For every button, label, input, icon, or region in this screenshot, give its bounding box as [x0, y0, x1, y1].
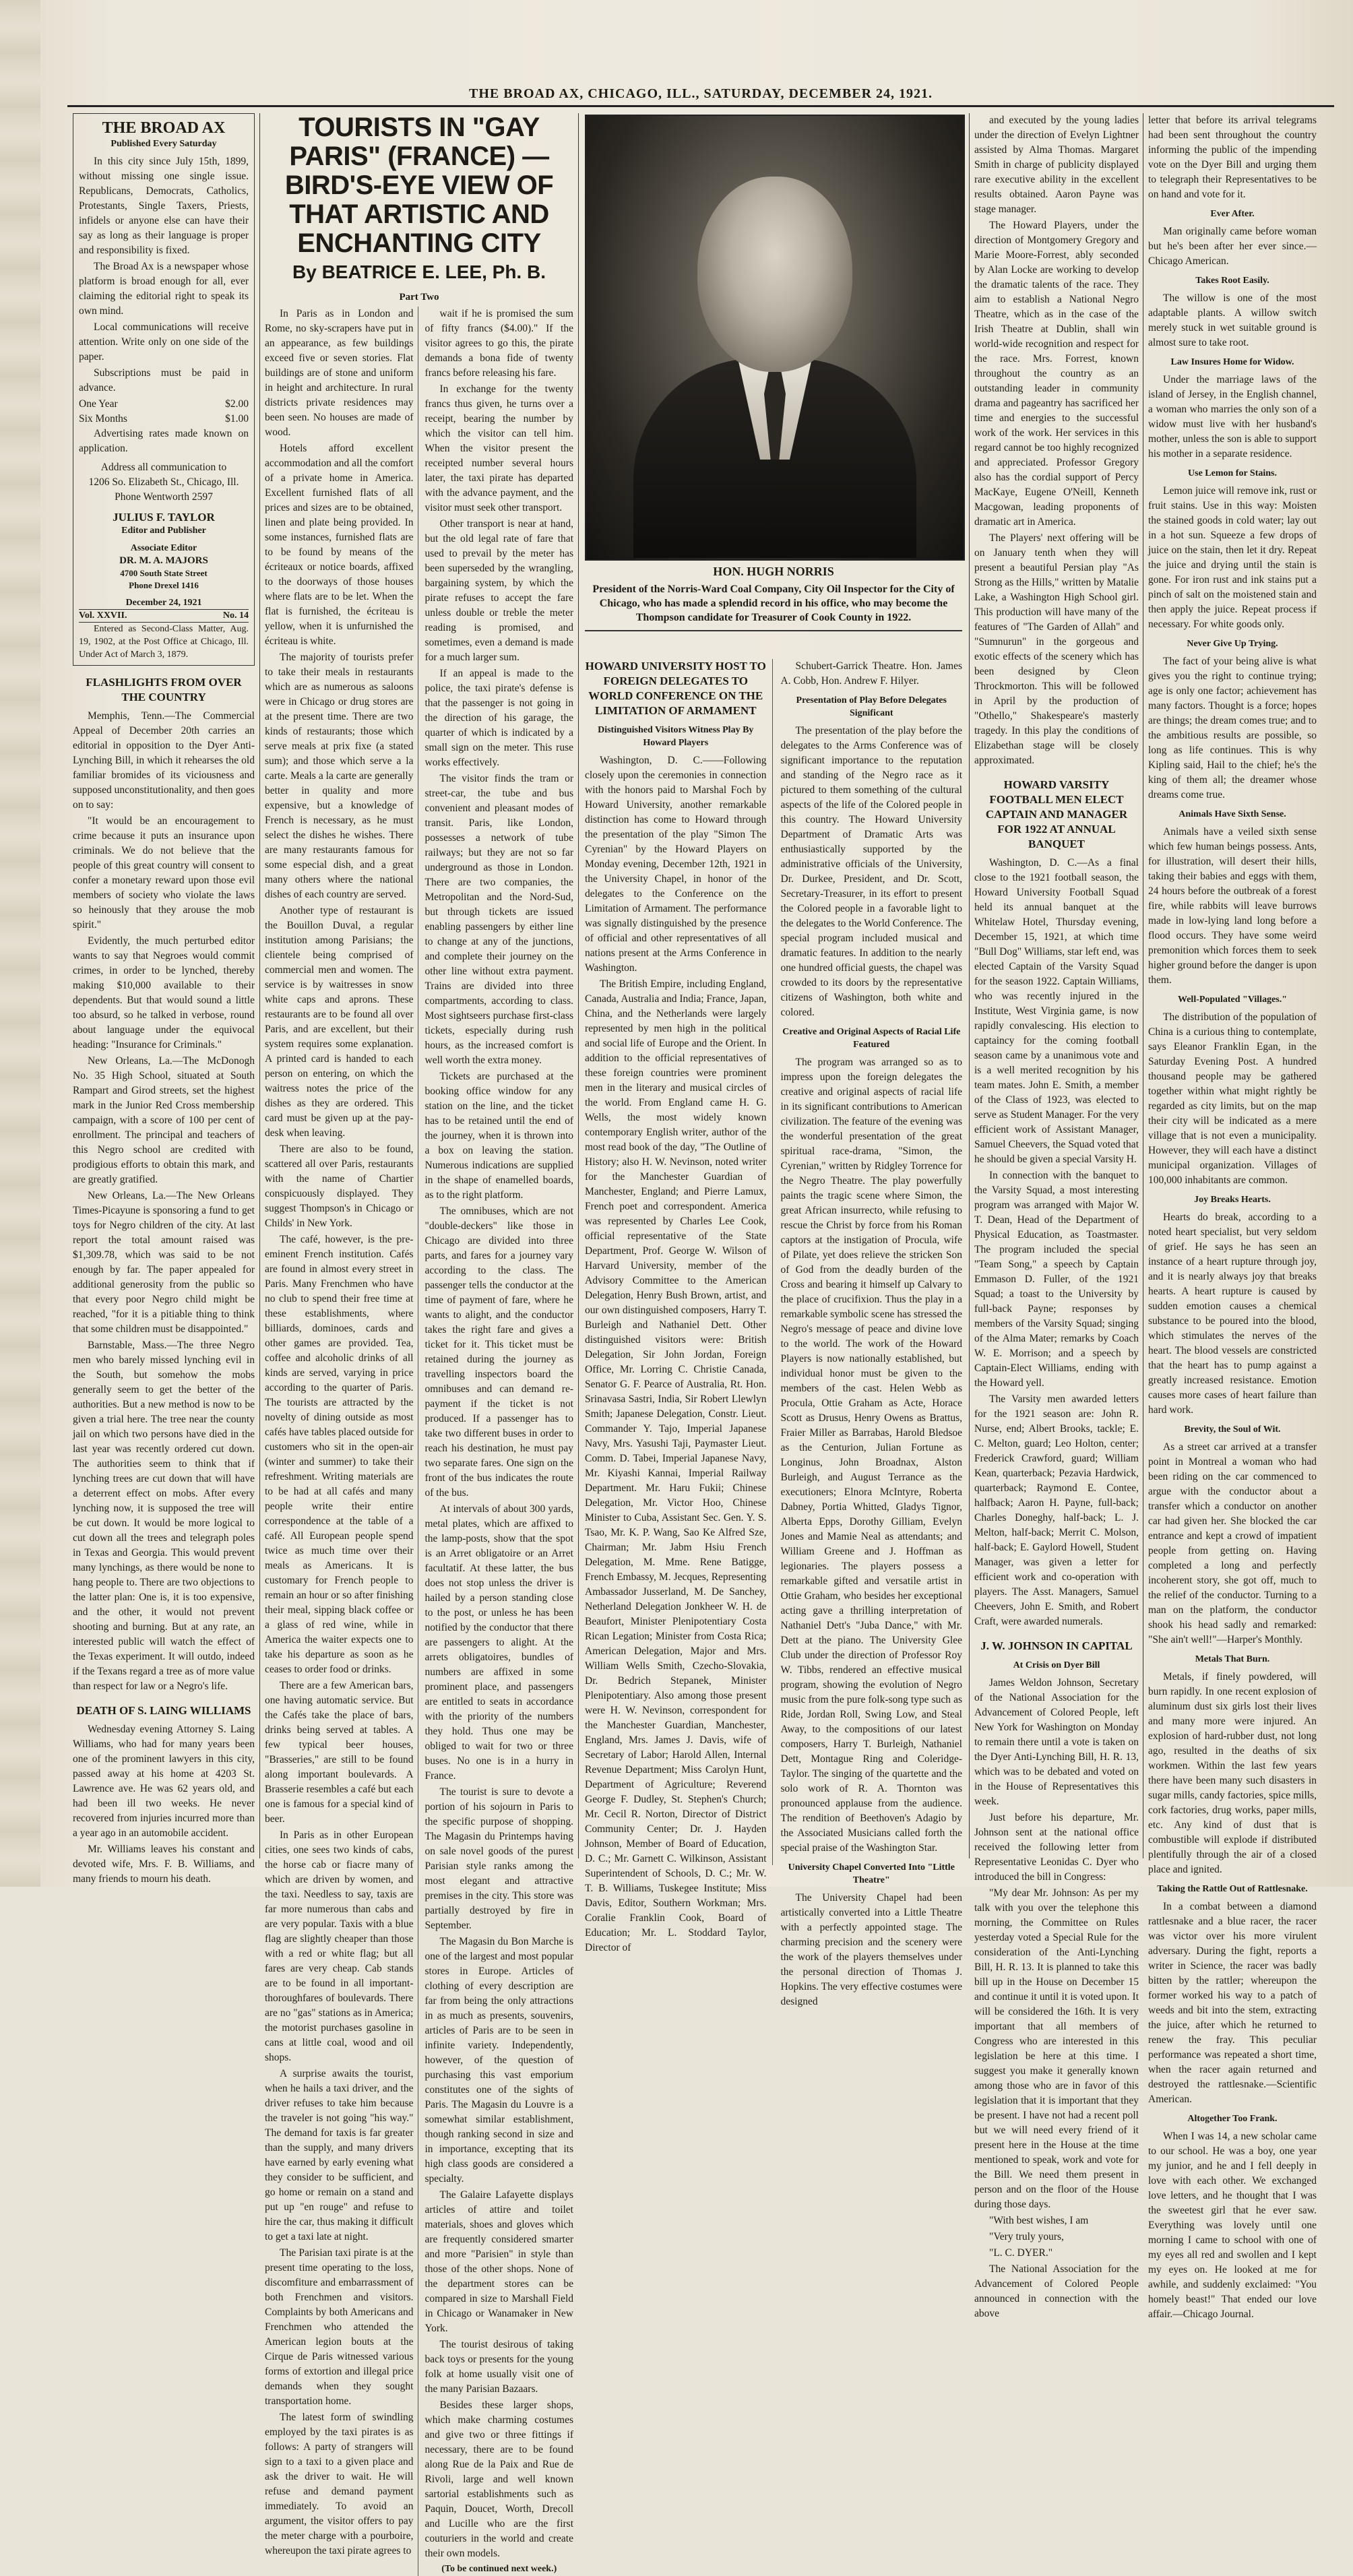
paragraph: and executed by the young ladies under the direction of Evelyn Lightner assisted by Alma Thomas. Margaret Smith in charge of publicity displayed rare executive ability in the excellent results obtained. Aaron Payne was stage manager. [974, 115, 1139, 215]
chapel-text [781, 1891, 963, 2009]
paragraph: The British Empire, including England, Canada, Australia and India; France, Japan, China, and the Netherlands were largely represented by men high in the political and social life of Europe and the Orient. In addition to the official representatives of these foreign countries were prominent men in the literary and musical circles of the world. From England came H. G. Wells, the most widely known contemporary English writer, author of the most read book of the day, "The Outline of History; also H. W. Nevinson, noted writer for the Manchester Guardian of Manchester, England; and Pierre Lamux, French poet and correspondent. America was represented by Charles Lee Cook, official representative of the State Department, Prof. George W. Wilson of Harvard University, member of the Advisory Committee to the American Delegation, Henry Bush Brown, artist, and our own distinguished composers, Harry T. Burleigh and Nathaniel Dett. Other distinguished visitors were: British Delegation, Sir John Jordan, Foreign Office, Mr. Lorring C. Christie Canada, Senator G. F. Pearce of Australia, Rt. Hon. Srinavasa Sastri, India, Sir Robert Llewlyn Smith; Japanese Delegation, Constr. Lieut. Commander Y. Tajo, Imperial Japanese Navy, Mrs. Yasushi Taji, Paymaster Lieut. Comm. D. Tabei, Imperial Japanese Navy, Mr. Kiyashi Kannai, Imperial Railway Department. Mr. Haru Fukii; Chinese Delegation, Mr. Victor Hoo, Chinese Minister to Cuba, Assistant Sec. Gen. Y. S. Tsao, Mr. K. P. Wang, Sao Ke Alfred Sze, Chairman; Mr. Jabm Hsiu French Delegation, M. Mme. Rene Batigge, French Embassy, M. Jecques, Representing Ambassador Jusserland, M. De Sanchey, Netherland Delegation Jonkheer W. H. de Beaufort, Minister Plenipotentiary Costa Rican Legation; Minister from Costa Rica; American Delegation, Major and Mrs. William Wells Smith, Czecho-Slovakia, Dr. Bedrich Stepanek, Minister Plenipotentiary. Also among those present were H. W. Nevinson, correspondent for the Manchester Guardian, Manchester, England, Mrs. James J. Davis, wife of Secretary of Labor; Harold Allen, Internal Revenue Department; Miss Carolyn Hunt, Department of Agriculture; Reverend George F. Dudley, St. Stephen's Church; Mr. Cecil R. Norton, Director of District Community Center; Dr. J. Hayden Johnson, Member of Board of Education, D. C.; Mr. Garnett C. Wilkinson, Assistant Superintendent of Schools, D. C.; Mr. W. T. B. Williams, Tuskegee Institute; Miss Davis, Editor, Southern Workman; Mrs. Coralie Franklin Cook, Board of Education; Mr. L. Stoddard Taylor, Director of [585, 978, 767, 1953]
howard-subhead: Distinguished Visitors Witness Play By Howard Players [598, 725, 754, 748]
paragraph: Besides these larger shops, which make charming costumes and give two or three fittings if necessary, there are to be found along Rue de la Paix and Rue de Rivoli, large and well known sartorial establishments such as Paquin, Doucet, Worth, Drecoll and Lucille who are the first couturiers in the world and create their own models. [424, 2399, 573, 2559]
paris-headline: TOURISTS IN "GAY PARIS" (FRANCE) —BIRD'S-EYE VIEW OF THAT ARTISTIC AND ENCHANTING CITY [284, 113, 554, 258]
paris-column-left [265, 307, 418, 2576]
advertising-note: Advertising rates made known on application. [79, 428, 249, 454]
paragraph: The majority of tourists prefer to take their meals in restaurants which are as numerous as saloons were in Chicago or drug stores are at the present time. There are two kinds of restaurants; those which serve meals at prix fixe (a stated sum); and those which serve a la carte. Meals a la carte are generally better in quality and more expensive, but a knowledge of French is necessary, as he must select the dishes he wishes. There are many restaurants famous for some especial dish, and a great many others where the national dishes of each country are served. [265, 652, 414, 900]
photo-caption-text: President of the Norris-Ward Coal Company, City Oil Inspector for the City of Chicago, who has made a splendid record in his office, who may become the Thompson candidate for Treasurer of Cook County in 1922. [592, 584, 955, 623]
rate-price: $2.00 [225, 398, 249, 410]
volume-line [79, 609, 249, 623]
creative-text [781, 1055, 963, 1856]
item-text: The distribution of the population of China is a curious thing to contemplate, says Eleanor Franklin Egan, in the Saturday Evening Post. A hundred thousand people may be gathered together within what might rightly be regarded as city limits, but on the map their city will be indicated as a mere village that is not even a municipality. However, they will each have a distinct municipal organization. Villages of 100,000 inhabitants are common. [1148, 1011, 1317, 1186]
column-5 [1148, 113, 1317, 2320]
page-edge-shadow [0, 0, 40, 1887]
paragraph: There are a few American bars, one having automatic service. But the Cafés take the place of bars, drinks being served at tables. A few typical beer houses, "Brasseries," are still to be found along important boulevards. A Brasserie resembles a café but each one is famous for a special kind of beer. [265, 1680, 414, 1825]
paragraph: Local communications will receive attention. Write only on one side of the paper. [79, 321, 249, 363]
paris-byline: By BEATRICE E. LEE, Ph. B. [292, 261, 546, 282]
paper-name: THE BROAD AX [102, 119, 226, 137]
item-heading: Taking the Rattle Out of Rattlesnake. [1157, 1884, 1308, 1894]
associate-name: DR. M. A. MAJORS [119, 555, 208, 566]
continued-note: (To be continued next week.) [441, 2564, 557, 2574]
paragraph: James Weldon Johnson, Secretary of the National Association for the Advancement of Colored People, left New York for Washington on Monday to remain there until a vote is taken on the Dyer Anti-Lynching Bill, H. R. 13, which was to be debated and voted on in the House of Representatives this week. [974, 1677, 1139, 1807]
paragraph: The Magasin du Bon Marche is one of the largest and most popular stores in Europe. Articles of clothing of every description are far from being the only attractions in as much as presents, souvenirs, articles of Paris are to be seen in infinite variety. Independently, however, of the question of purchasing this vast emporium constitutes one of the sights of Paris. The Magasin du Louvre is a somewhat similar establishment, though ranking second in size and in importance, excepting that its high class goods are considered a specialty. [424, 1936, 573, 2185]
paragraph: In Paris as in other European cities, one sees two kinds of cabs, the horse cab or fiacre many of which are driven by women, and the taxi. Needless to say, taxis are far more numerous than cabs and are very popular. Taxis with a blue flag are slightly cheaper than those with a red or white flag; but all fares are very cheap. Cab stands are to be found in all important-thoroughfares of boulevards. There are no "gas" stations as in America; the motorist purchases gasoline in cans at little coal, wood and oil shops. [265, 1829, 414, 2063]
paris-body [265, 307, 573, 2576]
dyer-letter-continued: letter that before its arrival telegrams had been sent throughout the country informing the public of the impending vote on the Dyer Bill and urging them to telegraph their Representatives to be on hand and vote for it. [1148, 115, 1317, 200]
rate-row [79, 412, 249, 427]
item-text: Under the marriage laws of the island of Jersey, in the English channel, a woman who marries the only son of a widow must live with her husband's mother, unless the son is able to support his mother in a separate residence. [1148, 374, 1317, 460]
column-rule [969, 113, 970, 1858]
item-heading: Animals Have Sixth Sense. [1178, 809, 1286, 819]
paragraph: In Paris as in London and Rome, no sky-scrapers have put in an appearance, as few buildings exceed five or seven stories. Flat buildings are of stone and uniform in height and architecture. In rural districts private residences may been seen. No houses are made of wood. [265, 308, 414, 438]
item-text: Metals, if finely powdered, will burn rapidly. In one recent explosion of aluminum dust six girls lost their lives and many more were injured. An explosion of hard-rubber dust, not long ago, resulted in the deaths of six workmen. Within the last few years there have been many such disasters in sugar mills, candy factories, spice mills, cork factories, drug works, paper mills, etc. Any kind of dust that is combustible will explode if distributed plentifully through the air of a closed place and ignited. [1148, 1671, 1317, 1875]
howard-text [585, 753, 767, 1955]
paragraph: The Howard Players, under the direction of Montgomery Gregory and Marie Moore-Forrest, ably seconded by Alan Locke are working to develop the dramatic talents of the race. They aim to establish a National Negro Theatre, which as in the case of the Irish Theatre at Dublin, shall win world-wide recognition and respect for the race. Mrs. Forrest, known throughout the country as an outstanding leader in community drama and pageantry has sacrificed her time and energies to the successful work of the work. Her services in this regard cannot be too highly recognized and appreciated. Professor Gregory also has the cordial support of Percy MacKaye, Eugene O'Neill, Kenneth Macgowan, leading proponents of dramatic art in America. [974, 220, 1139, 528]
football-headline: HOWARD VARSITY FOOTBALL MEN ELECT CAPTAIN AND MANAGER FOR 1922 AT ANNUAL BANQUET [985, 778, 1128, 850]
item-heading: Takes Root Easily. [1195, 276, 1269, 286]
howard-column-left [585, 659, 773, 1953]
item-text: Hearts do break, according to a noted heart specialist, but very seldom of grief. He says he has seen an instance of a heart rupture through joy, and it is nearly always joy that breaks hearts. A heart rupture is caused by sudden emotion causes a chemical substance to be poured into the blood, which stimulates the nerves of the heart. The blood vessels are constricted that the heart has to pump against a greatly increased resistance. Emotion causes more cases of heart failure than hard work. [1148, 1212, 1317, 1416]
masthead-rule [67, 105, 1334, 107]
death-notice-text [73, 1722, 255, 1887]
johnson-headline: J. W. JOHNSON IN CAPITAL [980, 1639, 1133, 1652]
paragraph: "Very truly yours, [989, 2231, 1064, 2242]
rate-price: $1.00 [225, 413, 249, 425]
item-text: In a combat between a diamond rattlesnake and a blue racer, the racer was victor over his more virulent adversary. During the fight, reports a writer in Science, the racer was badly bitten by the rattler; whereupon the former worked his way to a patch of weeds and bit into the stem, extracting the juice, after which he returned to renew the fray. This peculiar performance was repeated a short time, when the racer again returned and destroyed the rattlesnake.—Scientific American. [1148, 1901, 1317, 2105]
paragraph: The National Association for the Advancement of Colored People announced in connection with the above [974, 2263, 1139, 2319]
column-rule [259, 113, 260, 1858]
paragraph: wait if he is promised the sum of fifty francs ($4.00)." If the visitor agrees to go this, the pirate demands a bona fide of twenty francs before releasing his fare. [424, 308, 573, 379]
item-heading: Well-Populated "Villages." [1177, 995, 1288, 1005]
paragraph: Another type of restaurant is the Bouillon Duval, a regular institution among Parisians; the clientele being comprised of commercial men and women. The service is by waitresses in snow white caps and aprons. These restaurants are to be found all over Paris, and are excellent, but their system requires some explanation. A printed card is handed to each person on entering, on which the waitress notes the price of the dishes as they are ordered. This card must be given up at the pay-desk when leaving. [265, 905, 414, 1139]
paris-article [265, 113, 573, 2574]
caption-rule [585, 630, 962, 631]
rate-label: One Year [79, 398, 118, 410]
paragraph: New Orleans, La.—The New Orleans Times-Picayune is sponsoring a fund to get toys for Negro children of the city. At last report the total amount raised was $1,309.78, which was said to be not enough by far. The paper appealed for additional generosity from the public so that every poor Negro child might be reached, "for it is a pitiable thing to think that some children must be disappointed." [73, 1190, 255, 1335]
paragraph: The latest form of swindling employed by the taxi pirates is as follows: A party of strangers will sign to a taxi to a given place and ask the driver to wait. He will refuse and demand payment immediately. To avoid an argument, the visitor offers to pay the meter charge with a pourboire, whereupon the taxi pirate agrees to [265, 2412, 414, 2556]
paragraph: Other transport is near at hand, but the old legal rate of fare that used to prevail by the meter has been superseded by the wrangling, bargaining system, by which the pirate refuses to accept the fare unless double or treble the meter reading is promised, and sometimes, even a demand is made for a much larger sum. [424, 518, 573, 663]
associate-address: 4700 South State Street [120, 568, 208, 578]
paragraph: The Broad Ax is a newspaper whose platform is broad enough for all, ever claiming the editorial right to speak its own mind. [79, 261, 249, 317]
paragraph: Just before his departure, Mr. Johnson sent at the national office received the following letter from Representative Leonidas C. Dyer who introduced the bill in Congress: [974, 1812, 1139, 1883]
item-text: Man originally came before woman but he's been after her ever since.—Chicago American. [1148, 226, 1317, 267]
entered-note: Entered as Second-Class Matter, Aug. 19, 1902, at the Post Office at Chicago, Ill. Under Act of March 3, 1879. [79, 624, 249, 660]
paragraph: New Orleans, La.—The McDonogh No. 35 High School, situated at South Rampart and Girod streets, set the highest mark in the Junior Red Cross membership campaign, with a score of 100 per cent of enrollment. The principal and teachers of this Negro school are credited with prodigious efforts to obtain this mark, and are greatly gratified. [73, 1055, 255, 1185]
paragraph: Washington, D. C.—As a final close to the 1921 football season, the Howard University Football Squad held its annual banquet at the Whitelaw Hotel, Thursday evening, December 15, 1921, at which time "Bull Dog" Williams, star left end, was elected Captain of the Varsity Squad for the season 1922. Captain Williams, who was recently injured in the Institute, West Virginia game, is now rapidly convalescing. His election to captaincy for the coming football season came by a unanimous vote and is a well merited recognition by his team mates. John E. Smith, a member of the Class of 1923, was elected to serve as Student Manager. For the very efficient work of Assistant Manager, Samuel Cheevers, the Squad voted that he should be given a special Varsity H. [974, 857, 1139, 1165]
paragraph: The tourist is sure to devote a portion of his sojourn in Paris to the specific purpose of shopping. The Magasin du Printemps having on sale novel goods of the purest Parisian style ranks among the most elegant and attractive premises in the city. This store was partially destroyed by fire in September. [424, 1786, 573, 1931]
item-text: When I was 14, a new scholar came to our school. He was a boy, one year my junior, and he and I fell deeply in love with each other. We exchanged love letters, and he thought that I was the sweetest girl that he ever saw. Everything was lovely until one morning I came to school with one of my eyes all red and swollen and I kept my eyes on. He looked at me for awhile, and suddenly exclaimed: "You homely beast!" That ended our love affair.—Chicago Journal. [1148, 2131, 1317, 2320]
photo-face [697, 177, 852, 372]
address-line: 1206 So. Elizabeth St., Chicago, Ill. [88, 476, 239, 488]
flashlights-headline: FLASHLIGHTS FROM OVER THE COUNTRY [86, 676, 242, 703]
paragraph: "It would be an encouragement to crime because it puts an insurance upon criminals. We do not believe that the people of this great country will consent to confer a monetary reward upon those evil members of society who violate the laws so heinously that they arouse the mob spirit." [73, 815, 255, 931]
paragraph: The visitor finds the tram or street-car, the tube and bus convenient and pleasant modes of transit. Paris, like London, possesses a network of tube railways; but they are not so far underground as those in London. There are two companies, the Metropolitan and the Nord-Sud, but through tickets are issued enabling passengers by either line to change at any of the junctions, and complete their journey on the other line without extra payment. Trains are divided into three compartments, according to class. Most sightseers purchase first-class tickets, especially during rush hours, as the increased comfort is well worth the extra money. [424, 773, 573, 1066]
column-1 [73, 113, 255, 1885]
miscellany-items [1148, 208, 1317, 2322]
photo-label: HON. HUGH NORRIS [713, 565, 834, 578]
rate-label: Six Months [79, 413, 127, 425]
paragraph: The omnibuses, which are not "double-deckers" like those in Chicago are divided into three parts, and fares for a journey vary according to the class. The passenger tells the conductor at the time of payment of fare, where he wants to alight, and the conductor takes the right fare and gives a ticket for it. This ticket must be retained during the journey as travelling inspectors board the omnibuses and can demand re-payment if the ticket is not produced. If a passenger has to take two different buses in order to reach his destination, he must pay two separate fares. One sign on the front of the bus indicates the route of the bus. [424, 1205, 573, 1499]
publish-frequency: Published Every Saturday [111, 139, 217, 149]
paris-part: Part Two [399, 292, 439, 303]
about-text [79, 154, 249, 396]
paragraph: In connection with the banquet to the Varsity Squad, a most interesting program was arranged with Major W. T. Dean, Head of the Department of Physical Education, as Toastmaster. The program included the special "Team Song," a speech by Captain Emmason D. Fuller, of the 1921 Squad; a toast to the University by full-back Payne; responses by members of the Varsity Squad; singing of the Alma Mater; remarks by Coach W. E. Morrison; and a speech by Captain-Elect Williams, ending with the Howard yell. [974, 1170, 1139, 1389]
item-heading: Law Insures Home for Widow. [1170, 357, 1294, 367]
paragraph: The Players' next offering will be on January tenth when they will present a beautiful Persian play "As Strong as the Hills," written by Matalie Lake, a Washington High School girl. This production will have many of the features of "The Garden of Allah" and "Sumnurun" in the gorgeous and exotic effects of the scenery which has been designed by Cleon Throckmorton. This will be followed in April by the production of "Othello," Shakespeare's masterly tragedy. In this play the conditions of Elizabethan stage will be closely approximated. [974, 532, 1139, 766]
address-block [79, 460, 249, 505]
paragraph: The program was arranged so as to impress upon the foreign delegates the creative and original aspects of racial life in its significant contributions to American civilization. The feature of the evening was the wonderful presentation of the great spiritual race-drama, "Simon, the Cyrenian," written by Ridgley Torrence for the Negro Theatre. The play powerfully paints the tragic scene where Simon, the great African insurrecto, while refusing to rescue the Christ by force from his Roman captors at the instigation of Procula, wife of Pilate, yet does relieve the stricken Son of God from the deadly burden of the Cross and bearing it himself up Calvary to the place of crucifixion. Thus the play in a remarkable symbolic scene has stressed the Negro's message of peace and divine love to the world. The work of the Howard Players is now nationally established, but individual honor must be given to the members of the cast. Helen Webb as Procula, Ottie Graham as Acte, Horace Scott as Drusus, Henry Owens as Brattus, Fraier Miller as Barrabas, Harold Bledsoe as the Centurion, Julian Fortune as Longinus, John Broadnax, Alston Burleigh, and August Terrance as the executioners; Elnora McIntyre, Roberta Dabney, Portia Whitted, Gladys Tignor, Alberta Epps, Dorothy Gilliam, Evelyn Jones and Mamie Neal as attendants; and William Greene and J. Hoffman as legionaries. The players possess a remarkable gifted and versatile artist in Ottie Graham, who besides her exceptional acting gave a thrilling interpretation of Nathaniel Dett's "Juba Dance," with Mr. Dett at the piano. The University Glee Club under the direction of Professor Roy W. Tibbs, rendered an effective musical program, showing the evolution of Negro music from the pure folk-song type such as Ride, Jordan Roll, Swing Low, and Steal Away, to the compositions of our latest composers, Harry T. Burleigh, Nathaniel Dett, Montague Ring and Coleridge-Taylor. The singing of the quartette and the solo work of R. A. Thornton was pronounced applause from the audience. The rendition of Beethoven's Adagio by the Associated Musicians called forth the special praise of the Washington Star. [780, 1057, 962, 1854]
howard-headline: HOWARD UNIVERSITY HOST TO FOREIGN DELEGATES TO WORLD CONFERENCE ON THE LIMITATION OF ARMAMENT [585, 660, 766, 717]
item-heading: Metals That Burn. [1195, 1654, 1270, 1664]
players-text [974, 113, 1139, 768]
paragraph: "With best wishes, I am [989, 2215, 1089, 2226]
subscription-rates [79, 397, 249, 427]
paragraph: The University Chapel had been artistically converted into a Little Theatre with a perfectly appointed stage. The charming precision and the scenery were the work of the players themselves under the personal direction of Thomas J. Hopkins. The very effective costumes were designed [780, 1892, 962, 2007]
paragraph: Memphis, Tenn.—The Commercial Appeal of December 20th carries an editorial in opposition to the Dyer Anti-Lynching Bill, in which it rehearses the old familiar bromides of its viciousness and supposed unconstitutionality, and then goes on to say: [73, 710, 255, 811]
item-heading: Altogether Too Frank. [1187, 2114, 1278, 2124]
issue-number: No. 14 [222, 610, 249, 621]
creative-subhead: Creative and Original Aspects of Racial Life Featured [782, 1027, 961, 1050]
presentation-text [781, 724, 963, 1020]
rate-row [79, 397, 249, 412]
paragraph: Mr. Williams leaves his constant and devoted wife, Mrs. F. B. Williams, and many friends to mourn his death. [73, 1844, 255, 1885]
paragraph: Subscriptions must be paid in advance. [79, 367, 249, 394]
paragraph: If an appeal is made to the police, the taxi pirate's defense is that the passenger is not going in the direction of his garage, the quarter of which is indicated by a small sign on the meter. This ruse works effectively. [424, 668, 573, 768]
johnson-subhead: At Crisis on Dyer Bill [1013, 1660, 1100, 1670]
item-heading: Never Give Up Trying. [1187, 639, 1278, 649]
paragraph: The Varsity men awarded letters for the 1921 season are: John R. Nurse, end; Albert Brooks, tackle; E. C. Melton, guard; Leo Holton, center; Frederick Crawford, guard; William Kean, quarterback; Pezavia Hardwick, quarterback; Raymond E. Contee, halfback; Aaron H. Payne, full-back; Charles Doneghy, half-back; L. J. Melton, half-back; Merrit C. Molson, half-back; E. Gaylord Howell, Student Manager, was given a letter for efficient work and co-operation with players. The Asst. Managers, Samuel Cheevers, John E. Smith, and Robert Craft, were awarded numerals. [974, 1393, 1139, 1627]
masthead-box [73, 113, 255, 666]
paragraph: There are also to be found, scattered all over Paris, restaurants with the name of Chartier conspicuously displayed. They suggest Thompson's in Chicago or Childs' in New York. [265, 1143, 414, 1229]
item-heading: Brevity, the Soul of Wit. [1184, 1424, 1281, 1435]
volume-number: Vol. XXVII. [79, 610, 127, 621]
paragraph: Hotels afford excellent accommodation and all the comfort of a private home in America. Excellent furnished flats of all prices and sizes are to be obtained, linen and plate being provided. In some instances, furnished flats are to be found by means of the écriteaux or notice boards, affixed to the doorways of those houses where flats are to be let. When the flat is furnished, the écriteau is yellow, when it is unfurnished the écriteau is white. [265, 443, 414, 647]
paragraph: Schubert-Garrick Theatre. Hon. James A. Cobb, Hon. Andrew F. Hilyer. [780, 660, 962, 687]
chapel-subhead: University Chapel Converted Into "Little Theatre" [788, 1862, 955, 1885]
paragraph: In exchange for the twenty francs thus given, he turns over a receipt, bearing the number by which the visitor can tell him. When the visitor present the receipted number several hours later, the taxi pirate has departed with the advance payment, and the visitor must seek other transport. [424, 383, 573, 513]
paragraph: In this city since July 15th, 1899, without missing one single issue. Republicans, Democrats, Catholics, Protestants, Single Taxers, Priests, infidels or anyone else can have their say as long as their language is proper and responsibility is fixed. [79, 156, 249, 256]
howard-right-text [781, 659, 963, 689]
death-headline: DEATH OF S. LAING WILLIAMS [76, 1704, 251, 1717]
paragraph: The tourist desirous of taking back toys or presents for the young folk at home usually visit one of the many Parisian Bazaars. [424, 2339, 573, 2395]
paragraph: Evidently, the much perturbed editor wants to say that Negroes would commit crimes, in order to be lynched, thereby making $10,000 available to their dependents. But that would sound a little too absurd, so he talked in verbose, round about language under the equivocal heading: "Insurance for Criminals." [73, 935, 255, 1050]
item-text: The willow is one of the most adaptable plants. A willow switch merely stuck in wet suitable ground is almost sure to take root. [1148, 292, 1317, 348]
howard-article [585, 659, 962, 2007]
item-heading: Use Lemon for Stains. [1188, 468, 1277, 478]
item-text: The fact of your being alive is what gives you the right to continue trying; age is only one factor; achievement has many factors. Thought is a force; hopes are things; the dream comes true; and to the ambitious results are possible, so long as life continues. This is why Kipling said, Hail to the chief; he's the king of them all; the dreamer whose dreams come true. [1148, 656, 1317, 800]
paragraph: Barnstable, Mass.—The three Negro men who barely missed lynching evil in the South, but somehow the mobs generally seem to get the better of the authorities. But a new method is now to be given a trial here. The tree near the county jail on which two persons have died in the last year was recently ordered cut down. The authorities seem to think that if lynching trees are cut down that will have a deterrent effect on mobs. After every lynching now, it is supposed the tree will be cut down. It would be more logical to cut down all the trees and telegraph poles in Texas and Georgia. This would prevent many lynchings, as there would be none to hang people to. There are two objections to the latter plan: One is, it is too expensive, and the other, it would not prevent shooting and burning. But at any rate, an interested public will watch the effect of the Texas experiment. It will outdo, indeed if the Texans regard a tree as of more value than respect for law or a Negro's life. [73, 1340, 255, 1692]
editor-role: Editor and Publisher [121, 526, 206, 536]
paragraph: The Galaire Lafayette displays articles of attire and toilet materials, shoes and gloves which are frequently considered smarter and more "Parisien" in style than those of the other shops. None of the department stores can be compared in size to Marshall Field in Chicago or Wanamaker in New York. [424, 2189, 573, 2334]
address-line: Address all communication to [100, 462, 227, 473]
item-heading: Ever After. [1210, 209, 1255, 219]
item-heading: Joy Breaks Hearts. [1194, 1195, 1271, 1205]
masthead: THE BROAD AX, CHICAGO, ILL., SATURDAY, DECEMBER 24, 1921. [468, 86, 933, 101]
associate-label: Associate Editor [130, 543, 197, 553]
paragraph: A surprise awaits the tourist, when he hails a taxi driver, and the driver refuses to take him because the traveler is not going "his way." The demand for taxis is far greater than the supply, and many drivers have earned by early evening what they consider to be sufficient, and go home or remain on a stand and put up "en rouge" and refuse to hire the car, thus making it difficult to get a taxi late at night. [265, 2068, 414, 2242]
football-text [974, 856, 1139, 1629]
column-rule [578, 113, 579, 1858]
presentation-subhead: Presentation of Play Before Delegates Significant [796, 695, 947, 718]
flashlights-text [73, 709, 255, 1694]
paragraph: The presentation of the play before the delegates to the Arms Conference was of significant importance to the reputation and standing of the Negro race as it pictured to them something of the cultural aspects of the life of the Colored people in this country. The Howard University Department of Dramatic Arts was enthusiastically supported by the administrative officials of the University, Dr. Durkee, President, and Dr. Scott, Secretary-Treasurer, in its effort to present the Colored people in a favorable light to the delegates to the World Conference. The special program included musical and dramatic features. In addition to the nearly one hundred official guests, the chapel was crowded to its doors by the representative citizens of Washington, both white and colored. [780, 725, 962, 1018]
paragraph: Wednesday evening Attorney S. Laing Williams, who had for many years been one of the prominent lawyers in this city, passed away at his home at 4203 St. Lawrence ave. He was 62 years old, and had been ill two weeks. He never recovered from injuries incurred more than a year ago in an automobile accident. [73, 1724, 255, 1839]
paragraph: "L. C. DYER." [989, 2247, 1053, 2259]
paris-column-right [425, 307, 574, 2576]
associate-phone: Phone Drexel 1416 [129, 580, 199, 590]
paragraph: "My dear Mr. Johnson: As per my talk with you over the telephone this morning, the Committee on Rules yesterday voted a Special Rule for the consideration of the Anti-Lynching Bill, H. R. 13. It is planned to take this bill up in the House on December 15 and continue it until it is voted upon. It will be considered the 16th. It is very important that all members of Congress who are interested in this legislation be here at this time. I suggest you make it generally known among those who are in favor of this legislation that it is important that they be present. I have not had a recent poll but we will need every friend of it present here in the House at the time mentioned to speak, work and vote for the Bill. We need them present in person and on the floor of the House during those days. [974, 1887, 1139, 2210]
portrait-photo [585, 115, 965, 561]
photo-caption [585, 563, 962, 631]
item-text: As a street car arrived at a transfer point in Montreal a woman who had been riding on the car commenced to argue with the conductor about a transfer which a conductor on another car had given her. She blocked the car entrance and kept a crowd of impatient people from getting on. Having completed a long and perfectly incoherent story, she got off, much to the relief of the conductor. Turning to a man on the platform, the conductor shook his head sadly and remarked: "She ain't well!"—Harper's Monthly. [1148, 1441, 1317, 1645]
address-line: Phone Wentworth 2597 [115, 491, 213, 503]
paragraph: The Parisian taxi pirate is at the present time operating to the loss, discomfiture and embarrassment of both Frenchmen and visitors. Complaints by both Americans and Frenchmen who attended the American legion bouts at the Cirque de Paris witnessed various forms of extortion and illegal price demands when they sought transportation home. [265, 2247, 414, 2407]
column-4 [974, 113, 1139, 2319]
paragraph: Tickets are purchased at the booking office window for any station on the line, and the ticket has to be retained until the end of the journey, when it is thrown into a box on leaving the station. Numerous indications are supplied in the shape of enamelled boards, as to the right platform. [424, 1071, 573, 1201]
issue-date: December 24, 1921 [125, 598, 202, 608]
paragraph: At intervals of about 300 yards, metal plates, which are affixed to the lamp-posts, show that the spot is an Arret obligatoire or an Arret facultatif. At these latter, the bus does not stop unless the driver is hailed by a person standing close to the post, or unless he has been notified by the conductor that there are passengers to alight. At the arrets obligatoires, bundles of numbers are affixed in some prominent place, and passengers are entitled to seats in accordance with the priority of the numbers they hold. Thus one may be obliged to wait for two or three buses. No one is in a hurry in France. [424, 1503, 573, 1782]
editor-name: JULIUS F. TAYLOR [113, 511, 215, 524]
item-text: Animals have a veiled sixth sense which few human beings possess. Ants, for illustration, will desert their hills, taking their babies and eggs with them, 24 hours before the outbreak of a forest fire, while rabbits will leave burrows made in low-lying land long before a flood occurs. They have some weird premonition which forces them to seek higher ground before the danger is upon them. [1148, 826, 1317, 986]
johnson-text [974, 1676, 1139, 2321]
paragraph: The café, however, is the pre-eminent French institution. Cafés are found in almost every street in Paris. Many Frenchmen who have no club to spend their free time at these establishments, where billiards, dominoes, cards and other games are provided. Tea, coffee and alcoholic drinks of all kinds are served, varying in price according to the quarter of Paris. The tourists are attracted by the novelty of dining outside as most cafés have tables placed outside for customers who sit in the open-air (winter and summer) to take their refreshment. Writing materials are to be had at all cafés and many people write their entire correspondence at the table of a café. All European people spend twice as much time over their meals as Americans. It is customary for French people to remain an hour or so after finishing their meal, sipping black coffee or a glass of red wine, while in America the waiter expects one to take his departure as soon as he ceases to order food or drinks. [265, 1234, 414, 1675]
howard-column-right [780, 659, 963, 2007]
item-text: Lemon juice will remove ink, rust or fruit stains. Use in this way: Moisten the stained goods in cold water; lay out in a hot sun. Squeeze a few drops of juice on the stain, then let it dry. Repeat the juice and drying until the stain is gone. For iron rust and ink stains put a pinch of salt on the moistened stain and then apply the juice. Repeat process if necessary. For white goods only. [1148, 485, 1317, 630]
paragraph: Washington, D. C.——Following closely upon the ceremonies in connection with the honors paid to Marshal Foch by Howard University, another remarkable distinction has come to Howard through the presentation of the play "Simon The Cyrenian" by the Howard Players on Monday evening, December 12th, 1921 in the University Chapel, in honor of the delegates to the Conference on the Limitation of Armament. The performance was signally distinguished by the presence of official and other representatives of all nations present at the Arms Conference in Washington. [585, 755, 767, 974]
